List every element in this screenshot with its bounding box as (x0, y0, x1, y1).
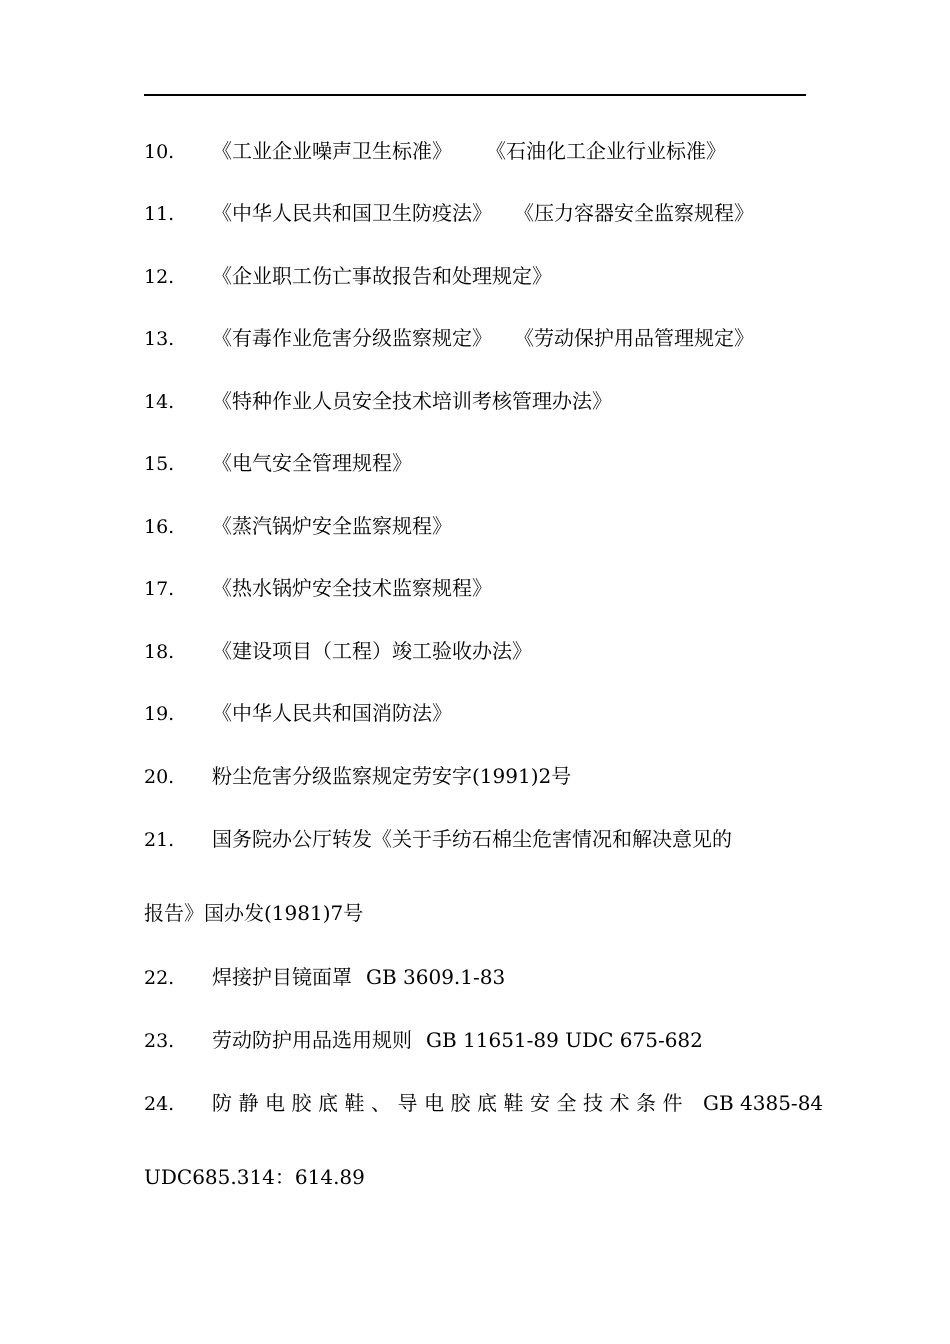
item-number: 19. (144, 703, 175, 725)
list-item-22 (144, 963, 505, 992)
item-text: 粉尘危害分级监察规定劳安字(1991)2号 (212, 764, 572, 788)
list-item-15 (144, 449, 412, 478)
item-text: 国务院办公厅转发《关于手纺石棉尘危害情况和解决意见的 (212, 827, 732, 851)
item-number: 11. (144, 203, 175, 225)
item-text: 《建设项目（工程）竣工验收办法》 (212, 639, 532, 663)
item-text: 《特种作业人员安全技术培训考核管理办法》 (212, 389, 612, 413)
item-text: 《蒸汽锅炉安全监察规程》 (212, 514, 452, 538)
item-text-continuation: UDC685.314：614.89 (144, 1165, 365, 1189)
list-item-12 (144, 262, 552, 291)
item-number: 17. (144, 578, 175, 600)
item-text: 《工业企业噪声卫生标准》 (212, 139, 452, 163)
list-item-19 (144, 699, 452, 728)
item-text-secondary: 《劳动保护用品管理规定》 (514, 326, 754, 350)
item-number: 14. (144, 391, 175, 413)
standard-code: GB 4385-84 (703, 1091, 824, 1115)
list-item-16 (144, 512, 452, 541)
item-number: 23. (144, 1030, 175, 1052)
item-text: 《热水锅炉安全技术监察规程》 (212, 576, 492, 600)
item-text: 《中华人民共和国消防法》 (212, 701, 452, 725)
item-number: 12. (144, 266, 175, 288)
list-item-24 (144, 1089, 823, 1118)
standard-code: GB 3609.1-83 (366, 965, 506, 989)
item-number: 24. (144, 1093, 175, 1115)
list-item-10 (144, 137, 726, 166)
list-item-21-continuation (144, 899, 363, 927)
item-text: 《电气安全管理规程》 (212, 451, 412, 475)
item-text: 《中华人民共和国卫生防疫法》 (212, 201, 492, 225)
item-text-secondary: 《压力容器安全监察规程》 (514, 201, 754, 225)
item-text: 劳动防护用品选用规则 (212, 1028, 412, 1052)
list-item-24-continuation (144, 1163, 365, 1191)
item-number: 16. (144, 516, 175, 538)
list-item-18 (144, 637, 532, 666)
list-item-13 (144, 324, 754, 353)
list-item-20 (144, 762, 571, 791)
list-item-17 (144, 574, 492, 603)
item-number: 18. (144, 641, 175, 663)
item-number: 22. (144, 967, 175, 989)
item-text: 焊接护目镜面罩 (212, 965, 352, 989)
item-number: 15. (144, 453, 175, 475)
list-item-21 (144, 825, 732, 854)
list-item-11 (144, 199, 754, 228)
item-number: 13. (144, 328, 175, 350)
item-text: 防静电胶底鞋、导电胶底鞋安全技术条件 (212, 1091, 689, 1115)
item-text-continuation: 报告》国办发(1981)7号 (144, 901, 364, 925)
item-number: 10. (144, 141, 175, 163)
header-rule (144, 94, 806, 96)
standard-code: GB 11651-89 UDC 675-682 (426, 1028, 703, 1052)
item-text: 《有毒作业危害分级监察规定》 (212, 326, 492, 350)
item-number: 21. (144, 829, 175, 851)
item-number: 20. (144, 766, 175, 788)
list-item-14 (144, 387, 612, 416)
item-text: 《企业职工伤亡事故报告和处理规定》 (212, 264, 552, 288)
list-item-23 (144, 1026, 703, 1055)
item-text-secondary: 《石油化工企业行业标准》 (486, 139, 726, 163)
